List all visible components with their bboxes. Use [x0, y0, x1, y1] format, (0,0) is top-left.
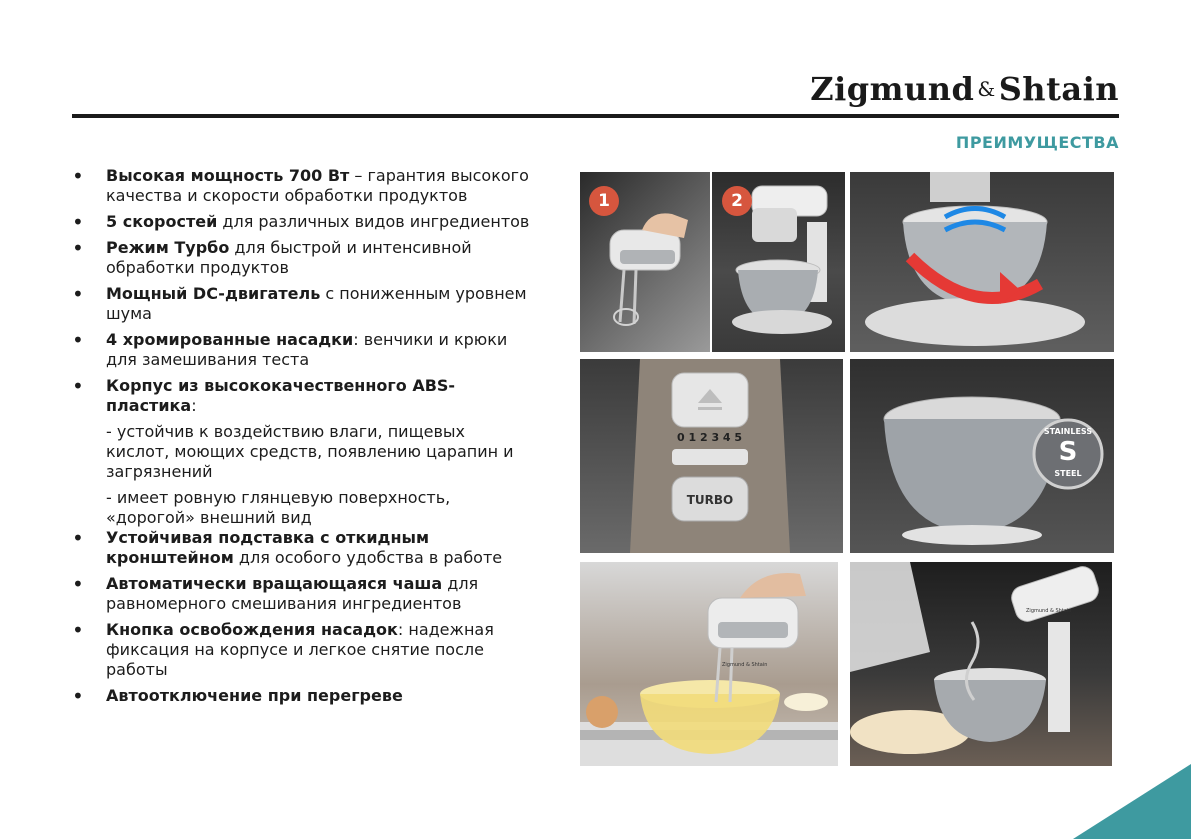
feature-text: с пониженным уровнем шума	[106, 284, 527, 323]
photo-mixing-bowl	[580, 562, 838, 766]
brand-ampersand: &	[977, 77, 996, 101]
turbo-label: TURBO	[686, 493, 734, 507]
feature-item	[72, 238, 532, 278]
control-panel-illustration	[580, 359, 843, 553]
feature-text: для быстрой и интенсивной обработки продуктов	[106, 238, 472, 277]
mixer-label: Zigmund & Shtain	[722, 662, 768, 668]
mixer-label: Zigmund & Shtain	[1026, 608, 1072, 614]
header-rule	[72, 114, 1119, 118]
feature-bold: 5 скоростей	[106, 212, 218, 231]
feature-text: для равномерного смешивания ингредиентов	[106, 574, 479, 613]
feature-item	[72, 574, 532, 614]
feature-subitem: - имеет ровную глянцевую поверхность, «дорогой» внешний вид	[106, 488, 451, 527]
badge-2: 2	[722, 186, 752, 216]
brand-logo	[810, 70, 1119, 108]
feature-item	[72, 686, 532, 706]
feature-bold: Автоматически вращающаяся чаша	[106, 574, 443, 593]
features-list	[72, 166, 532, 712]
feature-text: : венчики и крюки для замешивания теста	[106, 330, 508, 369]
feature-bold: Устойчивая подставка с откидным кронштейном	[106, 528, 430, 567]
stainless-letter: S	[1058, 437, 1078, 467]
feature-bold: Режим Турбо	[106, 238, 230, 257]
photo-control-panel	[580, 359, 843, 553]
section-title: ПРЕИМУЩЕСТВА	[955, 133, 1119, 152]
feature-text: :	[191, 396, 197, 415]
photo-rotating-bowl	[850, 172, 1114, 352]
brand-name-right: Shtain	[998, 70, 1119, 108]
rotating-bowl-illustration	[850, 172, 1114, 352]
feature-bold: Высокая мощность 700 Вт	[106, 166, 350, 185]
corner-accent	[1073, 764, 1191, 839]
feature-item	[72, 620, 532, 680]
feature-text: для особого удобства в работе	[233, 548, 503, 567]
feature-bold: Автоотключение при перегреве	[106, 686, 403, 705]
feature-item	[72, 330, 532, 370]
stainless-top-text: STAINLESS	[1043, 427, 1093, 436]
feature-item	[72, 376, 532, 416]
feature-subitem: - устойчив к воздействию влаги, пищевых кислот, моющих средств, появлению царапин и загрязнений	[106, 422, 514, 481]
brand-name-left: Zigmund	[810, 70, 975, 108]
photo-kneading	[850, 562, 1112, 766]
photo-stand-mixer	[712, 172, 845, 352]
photo-hand-mixer	[580, 172, 710, 352]
kneading-illustration	[850, 562, 1112, 766]
feature-text: : надежная фиксация на корпусе и легкое снятие после работы	[106, 620, 494, 679]
photo-stainless-bowl	[850, 359, 1114, 553]
feature-text: – гарантия высокого качества и скорости обработки продуктов	[106, 166, 529, 205]
feature-item	[72, 528, 532, 568]
feature-item	[72, 166, 532, 206]
feature-bold: 4 хромированные насадки	[106, 330, 354, 349]
feature-bold: Мощный DC-двигатель	[106, 284, 321, 303]
speed-digits: 0 1 2 3 4 5	[677, 431, 743, 444]
badge-1: 1	[589, 186, 619, 216]
mixing-bowl-illustration	[580, 562, 838, 766]
feature-bold: Кнопка освобождения насадок	[106, 620, 398, 639]
stainless-bottom-text: STEEL	[1054, 469, 1082, 478]
feature-bold: Корпус из высококачественного ABS-пластика	[106, 376, 456, 415]
feature-item	[72, 284, 532, 324]
feature-text: для различных видов ингредиентов	[217, 212, 530, 231]
feature-item	[72, 212, 532, 232]
